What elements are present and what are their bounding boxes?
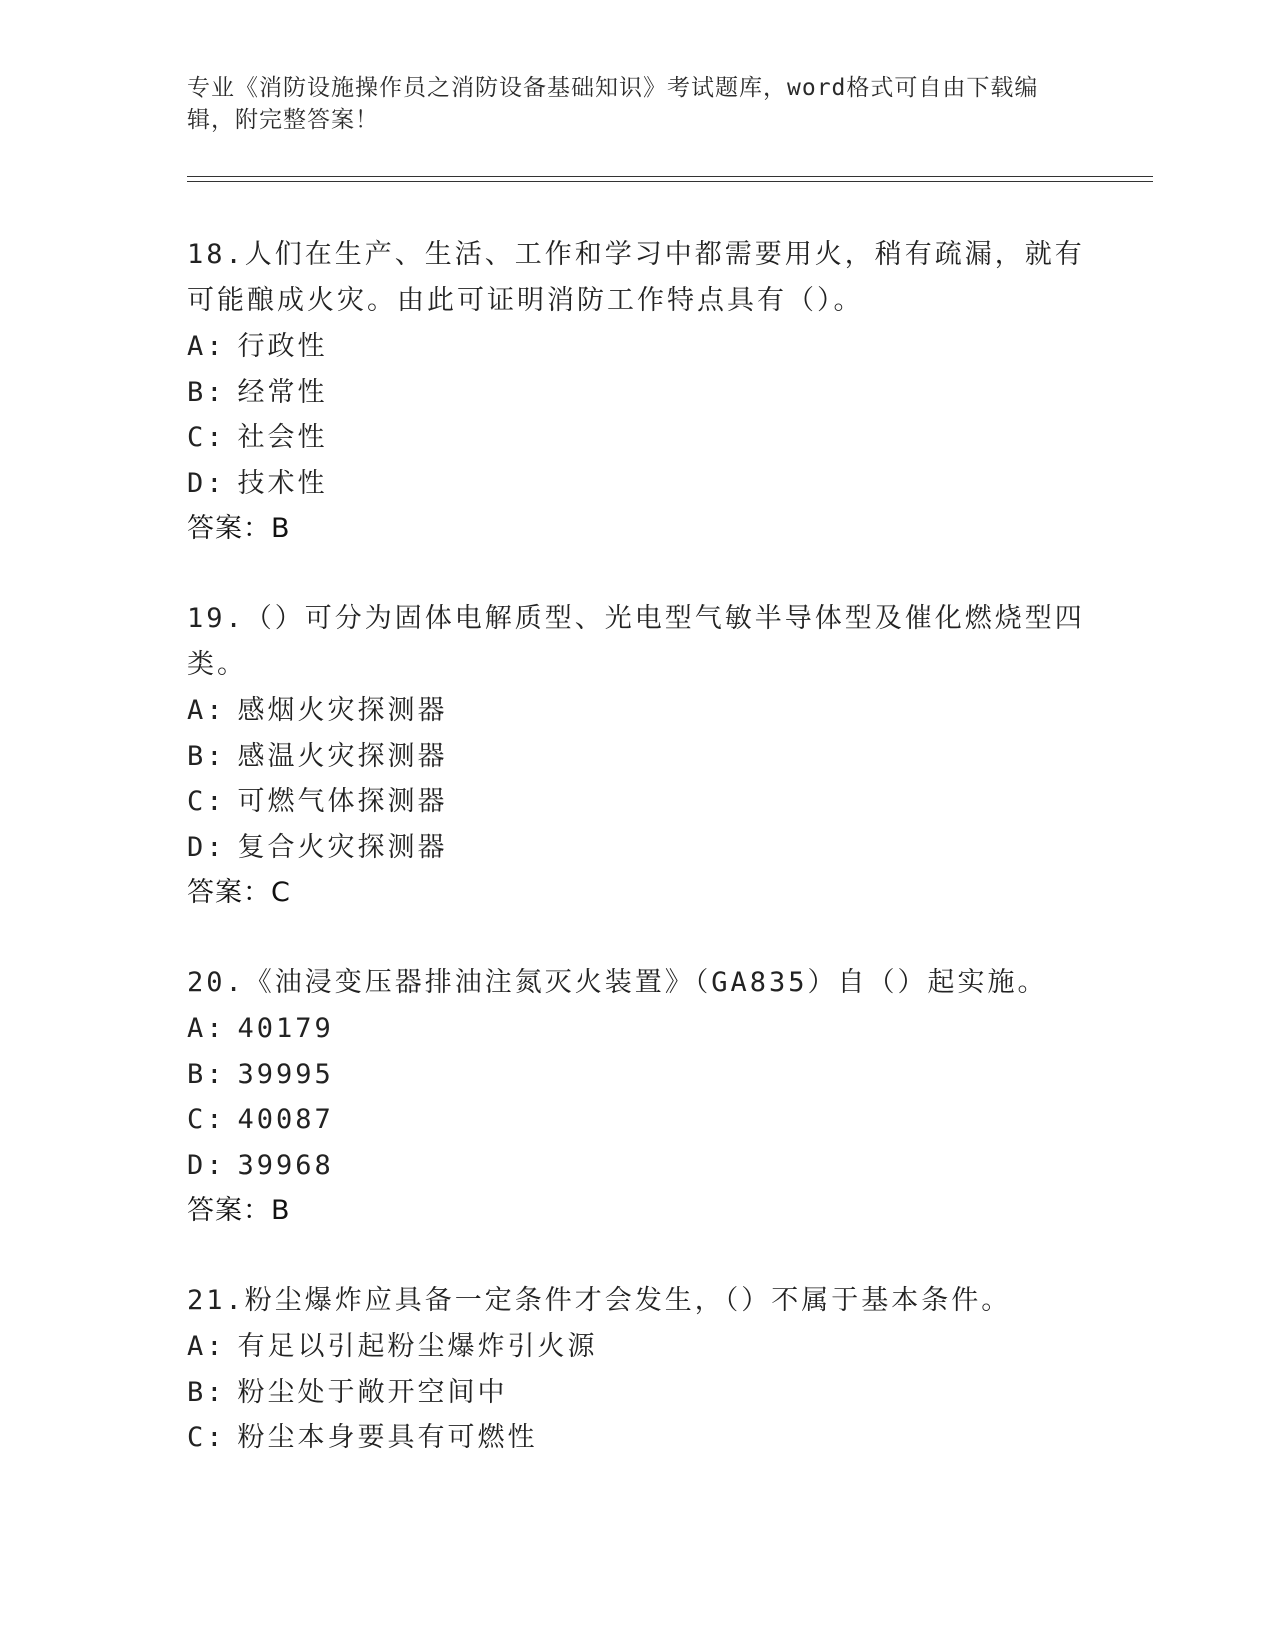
option-letter: A: [187,695,226,726]
option-c [187,1415,1087,1461]
option-letter: B: [187,376,226,408]
option-letter: B: [187,1058,226,1090]
option-text: 行政性 [237,331,328,362]
option-text: 粉尘本身要具有可燃性 [237,1422,538,1453]
option-letter: D: [187,467,226,499]
option-letter: D: [187,831,226,863]
option-letter: C: [187,422,226,453]
answer-line: 答案：B [187,1195,291,1226]
option-text: 39995 [237,1058,334,1090]
option-letter: C: [187,1104,226,1135]
option-b [187,1370,1087,1416]
answer-line: 答案：C [187,877,291,908]
option-d [187,461,1087,507]
option-text: 复合火灾探测器 [237,831,448,863]
question-list [187,232,1087,1505]
option-text: 40179 [237,1013,334,1044]
question-text: 21.粉尘爆炸应具备一定条件才会发生，（）不属于基本条件。 [187,1285,1012,1316]
option-letter: A: [187,331,226,362]
option-letter: C: [187,786,226,817]
option-letter: A: [187,1331,226,1362]
option-d [187,1143,1087,1189]
option-a [187,1006,1087,1052]
option-a [187,688,1087,734]
option-b [187,1052,1087,1098]
question-text: 19.（）可分为固体电解质型、光电型气敏半导体型及催化燃烧型四类。 [187,603,1085,680]
option-c [187,415,1087,461]
option-letter: B: [187,740,226,772]
option-a [187,1324,1087,1370]
option-text: 有足以引起粉尘爆炸引火源 [237,1331,598,1362]
option-text: 经常性 [237,376,328,408]
option-text: 可燃气体探测器 [237,786,448,817]
question-21 [187,1278,1087,1461]
header-divider-top [187,176,1153,177]
option-c [187,779,1087,825]
option-text: 感温火灾探测器 [237,740,448,772]
option-letter: B: [187,1376,226,1408]
option-text: 39968 [237,1149,334,1181]
option-b [187,370,1087,416]
option-letter: D: [187,1149,226,1181]
question-19 [187,596,1087,916]
option-a [187,324,1087,370]
document-header: 专业《消防设施操作员之消防设备基础知识》考试题库，word格式可自由下载编辑，附完整答案！ [187,75,1039,133]
option-b [187,734,1087,780]
option-text: 社会性 [237,422,328,453]
question-18 [187,232,1087,552]
answer-line: 答案：B [187,513,291,544]
header-divider-bottom [187,181,1153,182]
option-text: 40087 [237,1104,334,1135]
option-letter: A: [187,1013,226,1044]
option-text: 技术性 [237,467,328,499]
question-text: 20.《油浸变压器排油注氮灭火装置》（GA835）自（）起实施。 [187,967,1048,998]
option-text: 感烟火灾探测器 [237,695,448,726]
question-text: 18.人们在生产、生活、工作和学习中都需要用火，稍有疏漏，就有可能酿成火灾。由此可证明消防工作特点具有（）。 [187,239,1085,316]
option-letter: C: [187,1422,226,1453]
question-20 [187,960,1087,1234]
option-c [187,1097,1087,1143]
option-d [187,825,1087,871]
option-text: 粉尘处于敞开空间中 [237,1376,508,1408]
